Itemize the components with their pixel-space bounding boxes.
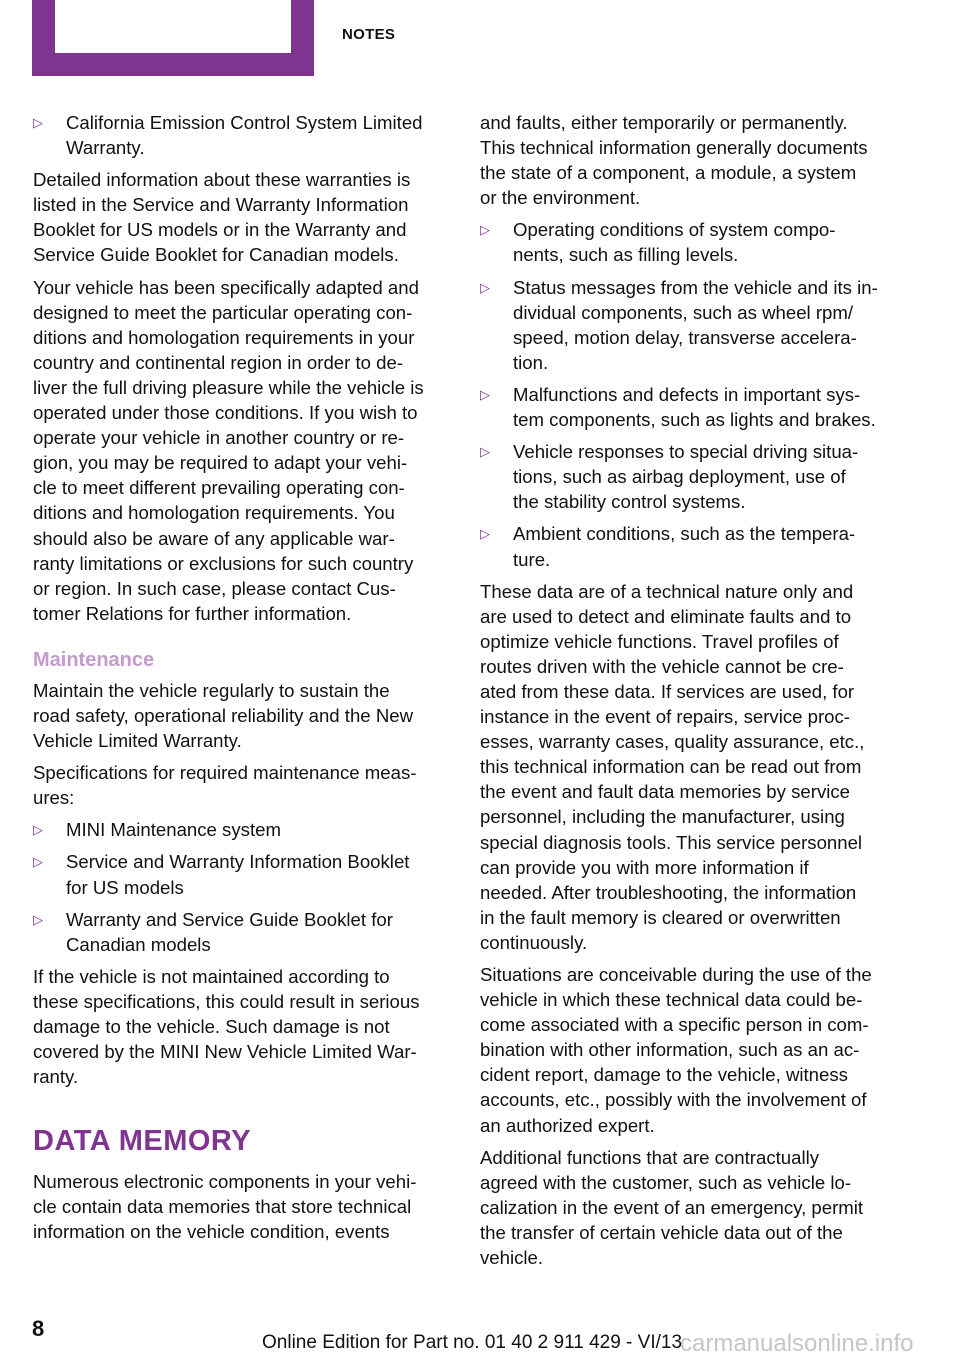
text-line: Additional functions that are contractually	[480, 1146, 820, 1168]
text-line: are used to detect and eliminate faults and to	[480, 605, 852, 627]
bullet-triangle-icon: ▷	[480, 444, 490, 460]
text-line: special diagnosis tools. This service personnel	[480, 831, 863, 853]
text-line: for US models	[66, 876, 184, 898]
text-line: Malfunctions and defects in important sys-	[513, 383, 861, 405]
text-line: ranty limitations or exclusions for such country	[33, 552, 414, 574]
text-line: or the environment.	[480, 187, 641, 209]
text-line: Ambient conditions, such as the tempera-	[513, 523, 856, 545]
text-line: ated from these data. If services are used, for	[480, 680, 855, 702]
paragraph	[33, 275, 453, 626]
text-line: Numerous electronic components in your vehi-	[33, 1171, 417, 1193]
text-line: Maintenance	[33, 648, 155, 671]
text-line: tions, such as airbag deployment, use of	[513, 466, 846, 488]
text-line: dividual components, such as wheel rpm/	[513, 301, 854, 323]
text-line: Booklet for US models or in the Warranty and	[33, 219, 407, 241]
text-line: information on the vehicle condition, events	[33, 1221, 390, 1243]
bullet-triangle-icon: ▷	[33, 822, 43, 838]
text-line: Warranty and Service Guide Booklet for	[66, 908, 393, 930]
text-line: Maintain the vehicle regularly to sustain the	[33, 679, 390, 701]
bullet-item	[33, 110, 453, 160]
text-line: can provide you with more information if	[480, 856, 809, 878]
text-line: this technical information can be read out from	[480, 756, 862, 778]
paragraph	[33, 760, 453, 810]
text-line: If the vehicle is not maintained according to	[33, 965, 390, 987]
text-line: ditions and homologation requirements in your	[33, 326, 415, 348]
bullet-triangle-icon: ▷	[480, 222, 490, 238]
text-line: should also be aware of any applicable war-	[33, 527, 395, 549]
text-line: MINI Maintenance system	[66, 819, 281, 841]
bullet-triangle-icon: ▷	[33, 854, 43, 870]
text-line: esses, warranty cases, quality assurance, etc.,	[480, 731, 865, 753]
paragraph	[480, 962, 905, 1138]
section-heading	[33, 1123, 453, 1159]
chapter-tab	[32, 0, 314, 76]
bullet-item	[33, 849, 453, 899]
text-line: these specifications, this could result in serious	[33, 990, 420, 1012]
text-line: Detailed information about these warranties is	[33, 169, 411, 191]
text-line: California Emission Control System Limited	[66, 112, 423, 133]
text-line: Your vehicle has been specifically adapted and	[33, 276, 419, 298]
paragraph	[33, 167, 453, 267]
text-line: Warranty.	[66, 137, 145, 159]
right-column	[480, 110, 905, 1277]
text-line: operate your vehicle in another country or re-	[33, 427, 405, 449]
text-line: personnel, including the manufacturer, using	[480, 806, 845, 828]
bullet-triangle-icon: ▷	[480, 279, 490, 295]
text-line: come associated with a specific person in com-	[480, 1014, 869, 1036]
text-line: the transfer of certain vehicle data out of the	[480, 1221, 843, 1243]
text-line: Situations are conceivable during the use of the	[480, 964, 872, 985]
text-line: an authorized expert.	[480, 1114, 655, 1136]
text-line: Canadian models	[66, 933, 211, 955]
text-line: vehicle in which these technical data could be-	[480, 989, 863, 1011]
bullet-item	[480, 275, 905, 375]
text-line: and faults, either temporarily or permanently.	[480, 112, 848, 133]
text-line: vehicle.	[480, 1247, 544, 1269]
text-line: optimize vehicle functions. Travel profiles of	[480, 630, 839, 652]
text-line: road safety, operational reliability and the New	[33, 704, 414, 726]
text-line: tem components, such as lights and brakes.	[513, 409, 876, 431]
text-line: or region. In such case, please contact Cus-	[33, 577, 396, 599]
bullet-item	[480, 217, 905, 267]
chapter-tab-inner	[55, 0, 291, 53]
text-line: Service Guide Booklet for Canadian models.	[33, 244, 399, 266]
text-line: This technical information generally documents	[480, 137, 868, 159]
text-line: ranty.	[33, 1066, 79, 1088]
paragraph	[33, 678, 453, 753]
text-line: bination with other information, such as an ac-	[480, 1039, 860, 1061]
page-number: 8	[32, 1316, 45, 1341]
text-line: liver the full driving pleasure while the vehicle is	[33, 376, 424, 398]
bullet-item	[480, 382, 905, 432]
text-line: calization in the event of an emergency, permit	[480, 1196, 864, 1218]
paragraph	[33, 964, 453, 1089]
text-line: cle contain data memories that store technical	[33, 1196, 412, 1218]
text-line: nents, such as filling levels.	[513, 244, 739, 266]
section-heading	[33, 646, 453, 674]
bullet-triangle-icon: ▷	[480, 526, 490, 542]
section-label: NOTES	[342, 26, 396, 43]
text-line: in the fault memory is cleared or overwritten	[480, 906, 841, 928]
text-line: continuously.	[480, 931, 588, 953]
paragraph	[480, 110, 905, 210]
text-line: country and continental region in order to de-	[33, 351, 404, 373]
bullet-triangle-icon: ▷	[33, 115, 43, 130]
text-line: instance in the event of repairs, service proc-	[480, 706, 850, 728]
text-line: routes driven with the vehicle cannot be cre-	[480, 655, 844, 677]
text-line: ditions and homologation requirements. You	[33, 502, 395, 524]
text-line: Specifications for required maintenance meas-	[33, 762, 417, 784]
text-line: Vehicle responses to special driving situa-	[513, 441, 859, 463]
bullet-triangle-icon: ▷	[480, 386, 490, 402]
text-line: designed to meet the particular operating con-	[33, 301, 413, 323]
text-line: cle to meet different prevailing operating con-	[33, 477, 405, 499]
text-line: Status messages from the vehicle and its in-	[513, 276, 878, 298]
text-line: the stability control systems.	[513, 491, 746, 513]
text-line: the state of a component, a module, a system	[480, 162, 857, 184]
paragraph	[33, 1169, 453, 1244]
paragraph	[480, 1145, 905, 1270]
bullet-item	[33, 817, 453, 842]
text-line: operated under those conditions. If you wish to	[33, 402, 418, 424]
text-line: Service and Warranty Information Booklet	[66, 851, 410, 873]
text-line: gion, you may be required to adapt your vehi-	[33, 452, 408, 474]
bullet-triangle-icon: ▷	[33, 911, 43, 927]
text-line: These data are of a technical nature only and	[480, 580, 854, 602]
text-line: needed. After troubleshooting, the information	[480, 881, 857, 903]
paragraph	[480, 579, 905, 955]
bullet-item	[480, 521, 905, 571]
text-line: Vehicle Limited Warranty.	[33, 730, 242, 752]
left-column	[33, 110, 453, 1252]
text-line: agreed with the customer, such as vehicle lo-	[480, 1171, 852, 1193]
bullet-item	[480, 439, 905, 514]
text-line: tion.	[513, 351, 549, 373]
text-line: speed, motion delay, transverse accelera-	[513, 326, 857, 348]
text-line: damage to the vehicle. Such damage is not	[33, 1016, 390, 1037]
watermark: carmanualsonline.info	[680, 1330, 914, 1357]
edition-footer: Online Edition for Part no. 01 40 2 911 429 - VI/13	[262, 1332, 683, 1353]
text-line: ture.	[513, 548, 551, 570]
text-line: accounts, etc., possibly with the involvement of	[480, 1089, 867, 1111]
text-line: tomer Relations for further information.	[33, 602, 352, 624]
text-line: covered by the MINI New Vehicle Limited War-	[33, 1041, 417, 1063]
text-line: the event and fault data memories by service	[480, 781, 851, 803]
text-line: Operating conditions of system compo-	[513, 219, 836, 241]
bullet-item	[33, 907, 453, 957]
text-line: cident report, damage to the vehicle, witness	[480, 1064, 848, 1086]
text-line: DATA MEMORY	[33, 1125, 252, 1158]
text-line: ures:	[33, 787, 75, 809]
text-line: listed in the Service and Warranty Information	[33, 194, 409, 216]
